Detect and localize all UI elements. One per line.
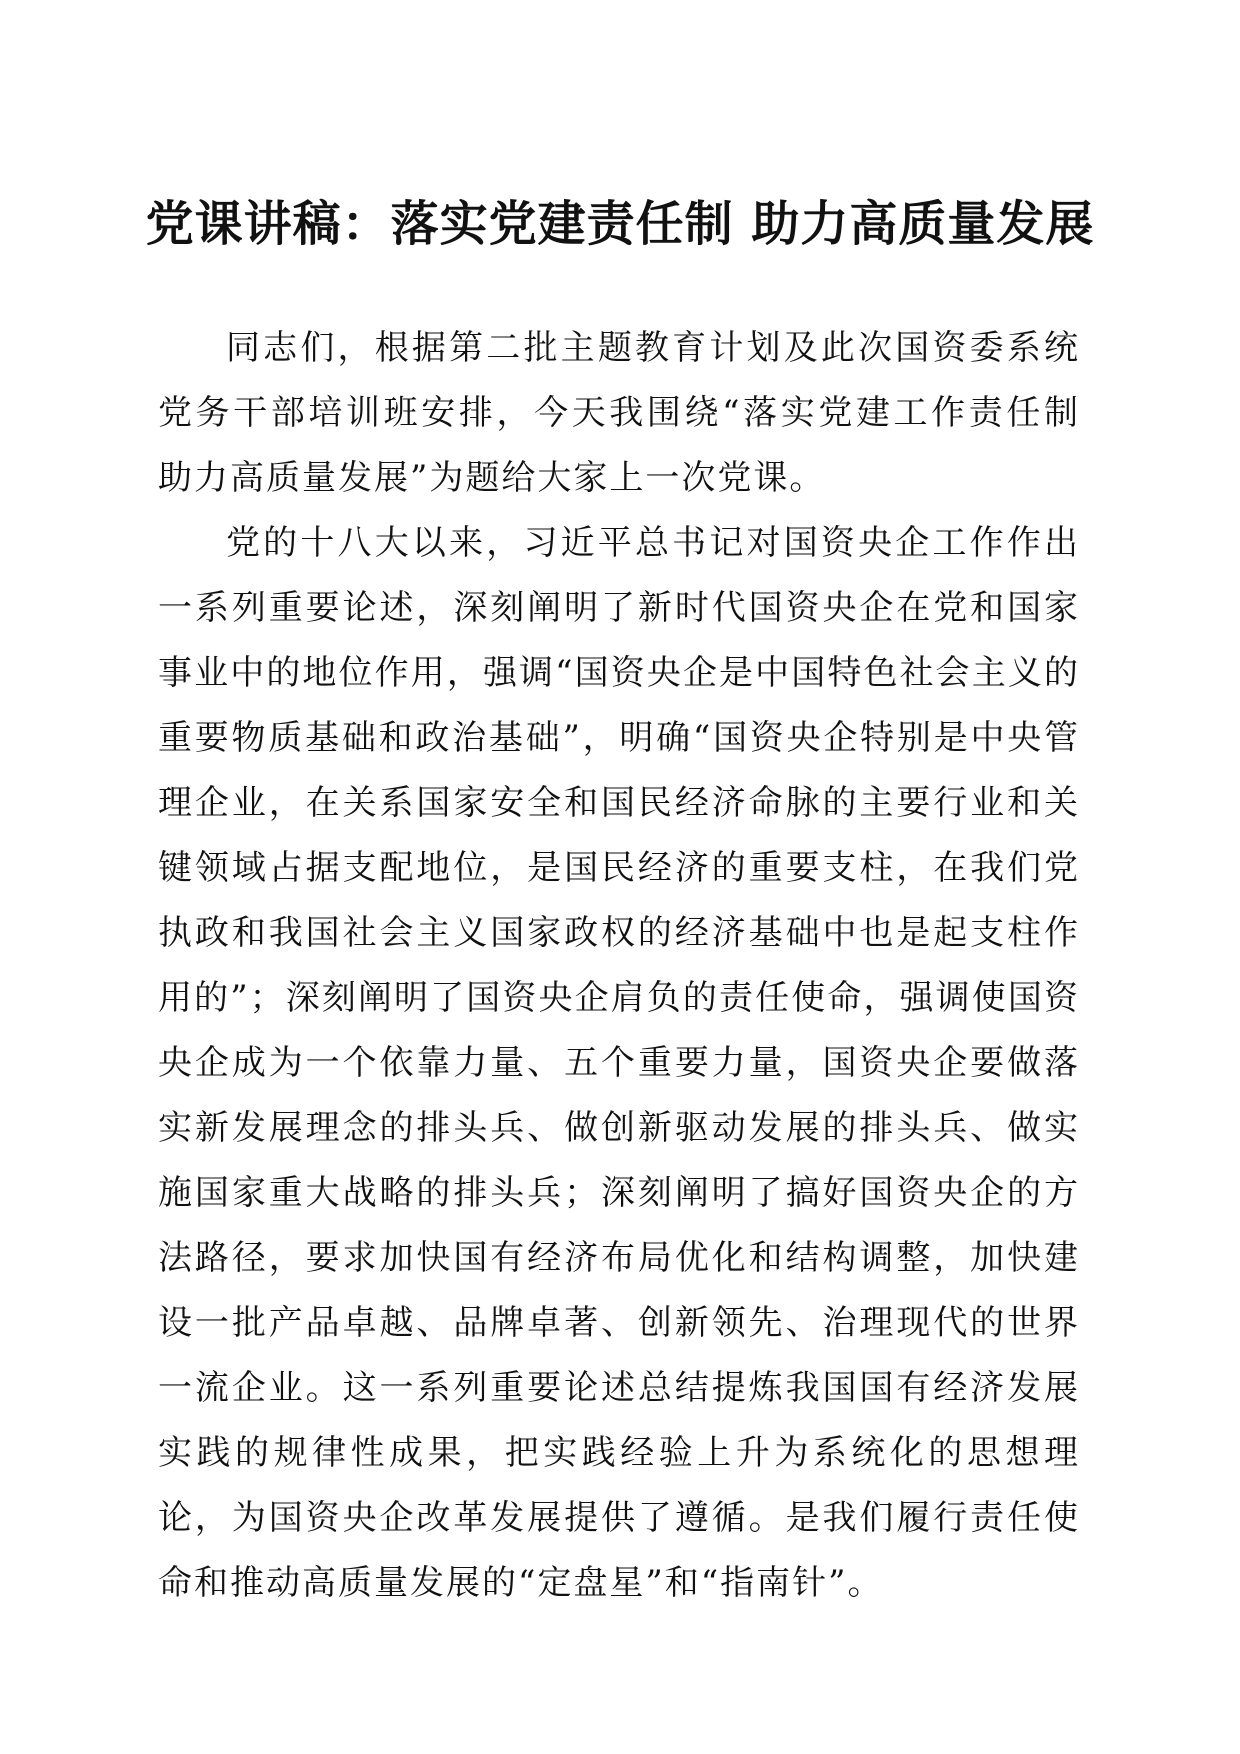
paragraph-main: 党的十八大以来，习近平总书记对国资央企工作作出一系列重要论述，深刻阐明了新时代国资央企在党和国家事业中的地位作用，强调“国资央企是中国特色社会主义的重要物质基础和政治基础”，明确“国资央企特别是中央管理企业，在关系国家安全和国民经济命脉的主要行业和关键领域占据支配地位，是国民经济的重要支柱，在我们党执政和我国社会主义国家政权的经济基础中也是起支柱作用的”；深刻阐明了国资央企肩负的责任使命，强调使国资央企成为一个依靠力量、五个重要力量，国资央企要做落实新发展理念的排头兵、做创新驱动发展的排头兵、做实施国家重大战略的排头兵；深刻阐明了搞好国资央企的方法路径，要求加快国有经济布局优化和结构调整，加快建设一批产品卓越、品牌卓著、创新领先、治理现代的世界一流企业。这一系列重要论述总结提炼我国国有经济发展实践的规律性成果，把实践经验上升为系统化的思想理论，为国资央企改革发展提供了遵循。是我们履行责任使命和推动高质量发展的“定盘星”和“指南针”。 [158, 523, 1080, 1603]
document-title: 党课讲稿：落实党建责任制 助力高质量发展 [145, 196, 1095, 252]
paragraph-intro: 同志们，根据第二批主题教育计划及此次国资委系统党务干部培训班安排，今天我围绕“落实党建工作责任制 助力高质量发展”为题给大家上一次党课。 [158, 328, 1080, 498]
document-body [158, 316, 1080, 1616]
